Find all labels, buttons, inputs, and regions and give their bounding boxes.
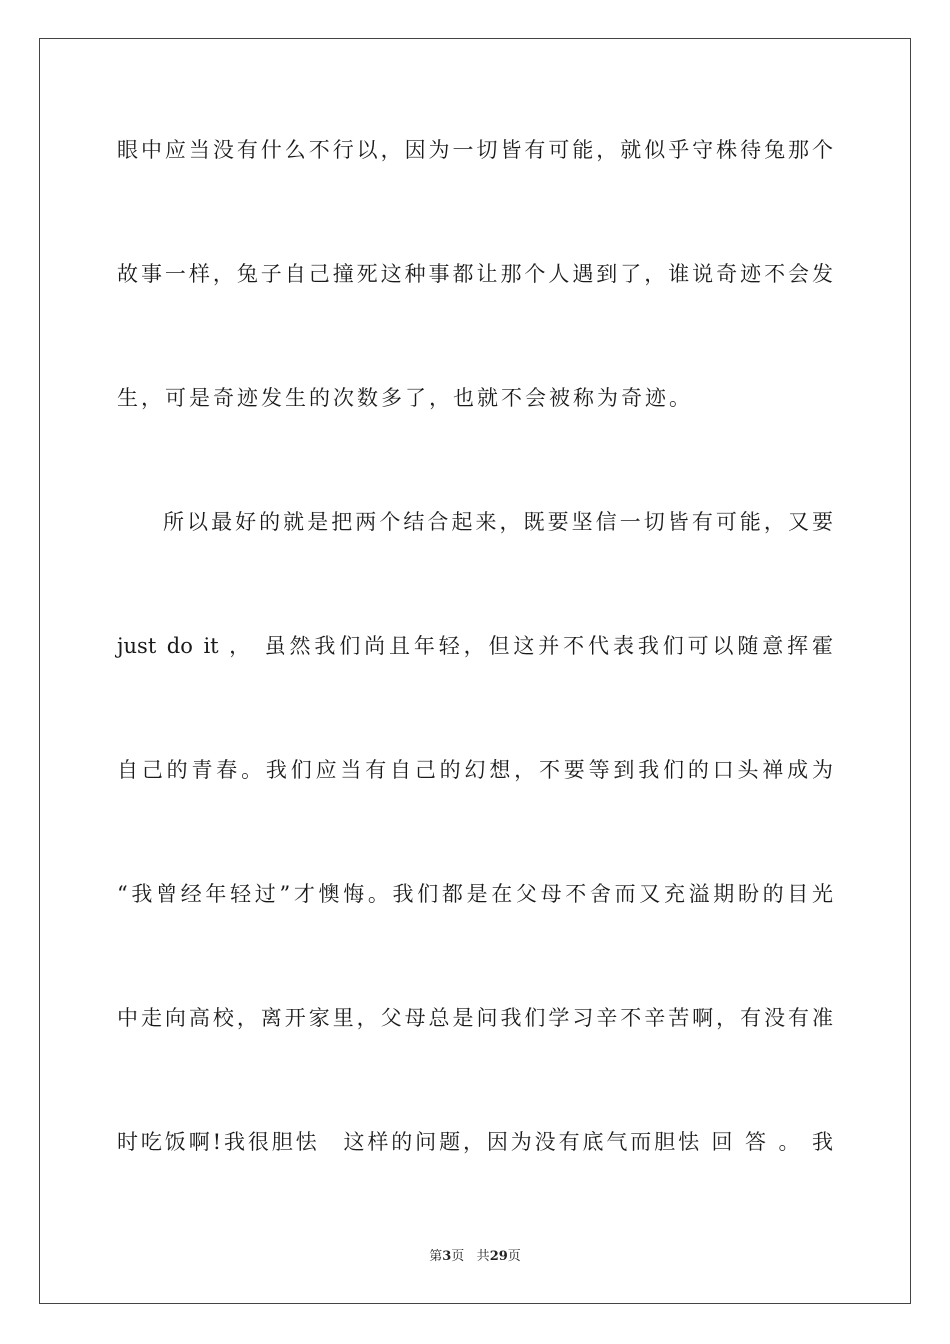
footer-page-suffix: 页 xyxy=(451,1249,465,1264)
footer-total-suffix: 页 xyxy=(507,1249,521,1264)
footer-page-prefix: 第 xyxy=(429,1249,443,1264)
text-line-3: 生，可是奇迹发生的次数多了，也就不会被称为奇迹。 xyxy=(117,386,693,410)
text-line-6: 自己的青春。我们应当有自己的幻想，不要等到我们的口头禅成为 xyxy=(117,758,833,782)
text-line-1: 眼中应当没有什么不行以，因为一切皆有可能，就似乎守株待兔那个 xyxy=(117,138,833,162)
page-border xyxy=(39,38,911,1304)
page-footer xyxy=(0,1248,950,1266)
text-line-4-paragraph-start: 所以最好的就是把两个结合起来，既要坚信一切皆有可能，又要 xyxy=(163,510,833,534)
text-line-9: 时吃饭啊!我很胆怯 这样的问题，因为没有底气而胆怯 回 答 。 我 xyxy=(117,1130,833,1154)
footer-total-prefix: 共 xyxy=(476,1249,490,1264)
text-line-2: 故事一样，兔子自己撞死这种事都让那个人遇到了，谁说奇迹不会发 xyxy=(117,262,833,286)
text-line-7: “我曾经年轻过”才懊悔。我们都是在父母不舍而又充溢期盼的目光 xyxy=(117,882,833,906)
footer-total-pages: 29 xyxy=(489,1249,508,1264)
footer-page-number: 3 xyxy=(442,1249,452,1264)
text-line-8: 中走向高校，离开家里，父母总是问我们学习辛不辛苦啊，有没有准 xyxy=(117,1006,833,1030)
text-line-5: just do it ， 虽然我们尚且年轻，但这并不代表我们可以随意挥霍 xyxy=(117,634,833,658)
